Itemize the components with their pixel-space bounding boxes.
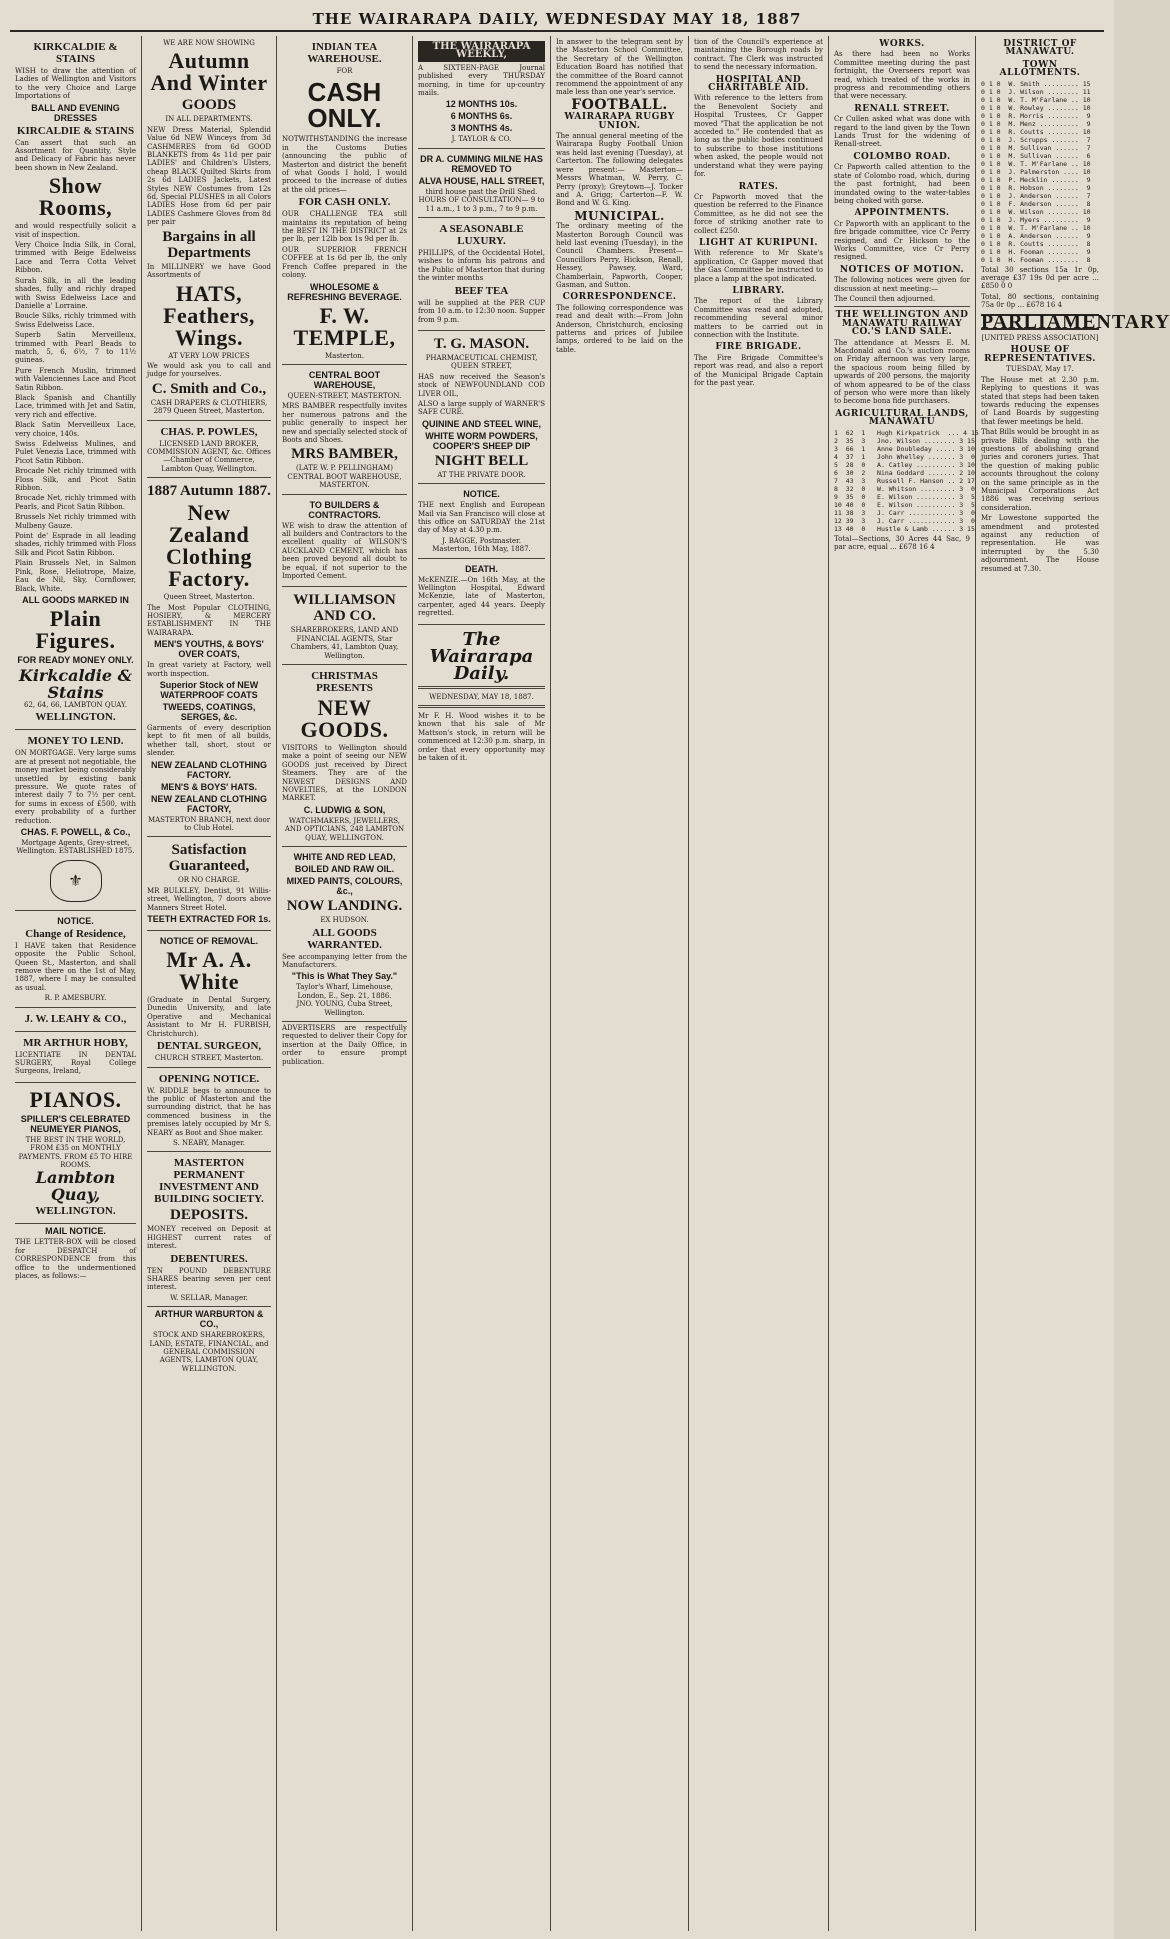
works-text: As there had been no Works Committee meeting during the past fortnight, the Overseers report was read, which treated of the works in progress and recommending others that were necessary. (834, 50, 970, 101)
railway-head: THE WELLINGTON AND MANAWATU RAILWAY CO.'S LAND SALE. (835, 310, 969, 338)
appointments-head: APPOINTMENTS. (854, 208, 950, 219)
council-adjourned: The Council then adjourned. (834, 294, 936, 303)
hoby-name: MR ARTHUR HOBY, (23, 1036, 128, 1049)
riddle-text: W. RIDDLE begs to announce to the public of Masterton and the surrounding district, that he has commenced business in the premises lately occupied by Mr S. NEARY as Boot and Shoe maker. (147, 1086, 271, 1137)
allot-row: 0 1 0 H. Fooman ........ 8 (981, 255, 1091, 264)
warburton-sub: STOCK AND SHAREBROKERS, LAND, ESTATE, FINANCIAL, and GENERAL COMMISSION AGENTS, LAMBTON QUAY, WELLINGTON. (149, 1331, 269, 1373)
leahy-name: J. W. LEAHY & CO., (24, 1012, 127, 1025)
bamber-late: (LATE W. P. PELLINGHAM) CENTRAL BOOT WAREHOUSE, MASTERTON. (287, 464, 402, 490)
warburton-name: ARTHUR WARBURTON & CO., (154, 1309, 264, 1330)
williamson-sub: SHAREBROKERS, LAND AND FINANCIAL AGENTS, Star Chambers, 41, Lambton Quay, Wellington. (290, 626, 399, 660)
works-head: WORKS. (879, 39, 925, 49)
building-society-ad (147, 1152, 271, 1307)
allot-row: 0 1 0 M. Sullivan ...... 7 (981, 143, 1091, 152)
masthead-rule-left (10, 12, 14, 27)
powles-name: CHAS. P. POWLES, (160, 425, 258, 438)
piano-prices: FROM £35 on MONTHLY PAYMENTS. FROM £5 TO HIRE ROOMS. (18, 1144, 133, 1170)
removal: NOTICE OF REMOVAL. (159, 936, 259, 947)
item-1: Surah Silk, in all the leading shades, fully and richly draped with Swiss Edelweiss Lace and Danielle a' Lorraine. (15, 276, 136, 310)
allot-row: 0 1 0 F. Anderson ...... 8 (981, 199, 1091, 208)
warburton-ad (147, 1309, 271, 1373)
hospital-text: With reference to the letters from the Benevolent Society and Hospital Trustees, Cr Gapper moved "That the application be not acceded to." He contended that as long as the public bodies continued to subscribe to those institutions when asked, the people would not understand what they were paying for. (694, 94, 823, 179)
masthead-title: THE WAIRARAPA DAILY, WEDNESDAY MAY 18, 1887 (312, 10, 802, 28)
taylors: Taylor's Wharf, Limehouse, London, E., Sep. 21, 1886. (296, 983, 393, 1000)
library-head: LIBRARY. (732, 285, 785, 296)
deposits-text: MONEY received on Deposit at HIGHEST current rates of interest. (147, 1225, 271, 1251)
best-world: THE BEST IN THE WORLD, (25, 1135, 126, 1144)
plain-figures: Plain Figures. (35, 605, 116, 653)
correspondence-head: CORRESPONDENCE. (562, 292, 677, 303)
allot-row: 0 1 0 W. T. M'Farlane .. 10 (981, 223, 1091, 232)
powell-sub: Mortgage Agents, Grey-street, Wellington. ESTABLISHED 1875. (16, 838, 135, 856)
editorial (418, 628, 545, 763)
advertisers-text: ADVERTISERS are respectfully requested to deliver their Copy for insertion at the Daily Office, in order to ensure prompt publication. (282, 1023, 407, 1066)
williamson-name: WILLIAMSON AND CO. (293, 592, 396, 625)
allot-row: 0 1 0 J. Anderson ...... 7 (981, 191, 1091, 200)
low-prices: AT VERY LOW PRICES (168, 351, 250, 360)
powell-name: CHAS. F. POWELL, & Co., (20, 826, 131, 837)
permanent: MASTERTON PERMANENT INVESTMENT AND BUILDING SOCIETY. (154, 1157, 264, 1206)
kirk-heading-2: KIRCALDIE & STAINS (16, 124, 135, 137)
lambton-quay: Lambton Quay, (35, 1168, 116, 1205)
satisfaction: Satisfaction Guaranteed, (168, 842, 250, 875)
item-5: Black Spanish and Chantilly Lace, trimmed with Jet and Satin, very rich and effective. (15, 393, 136, 419)
mens-boys: MEN'S & BOYS' HATS. (160, 781, 258, 792)
item-9: Brocade Net, richly trimmed with Pearls, and Picot Satin Ribbon. (15, 494, 136, 511)
residence-ad (15, 911, 136, 1008)
lot-row: 9 35 0 E. Wilson .......... 3 5 (834, 492, 975, 501)
motion-head: NOTICES OF MOTION. (839, 264, 965, 275)
allot-row: 0 1 0 H. Fooman ........ 9 (981, 247, 1091, 256)
paper-name: The Wairarapa Daily. (429, 628, 534, 684)
new-goods: NEW GOODS. (300, 695, 389, 743)
wholesome: WHOLESOME & REFRESHING BEVERAGE. (287, 281, 402, 302)
months-12: 12 MONTHS 10s. (445, 99, 518, 110)
challenge: OUR CHALLENGE TEA still maintains its reputation of being the BEST IN THE DISTRICT at 2s per lb, per 12lb box 1s 9d per lb. (282, 210, 407, 244)
or-no-charge: OR NO CHARGE. (177, 876, 241, 885)
kirk-confident: Can assert that such an Assortment for Quantity, Style and Delicacy of Fabric has never been shown in New Zealand. (15, 138, 136, 172)
item-0: Very Choice India Silk, in Coral, trimmed with Beige Edelweiss Lace and Terra Cotta Velvet Ribbon. (15, 241, 136, 275)
tea-ad (282, 36, 407, 365)
temple-name: F. W. TEMPLE, (293, 302, 396, 350)
coffee: OUR SUPERIOR FRENCH COFFEE at 1s 6d per lb, the only French Coffee prepared in the colony. (282, 245, 407, 280)
lot-row: 2 35 3 Jno. Wilson ........ 3 15 (834, 436, 975, 445)
cough: WHITE WORM POWDERS, COOPER'S SHEEP DIP (425, 430, 538, 451)
white-red: WHITE AND RED LEAD, (293, 852, 396, 863)
parl-body: That Bills would be brought in as private Bills dealing with the questions of abolishing grand juries and coroners juries. That the question of making public accounts throughout the colony on the same principle as in the Municipal Corporations Act 1886 was receiving serious consideration. (981, 428, 1099, 512)
branch: MASTERTON BRANCH, next door to Club Hotel. (147, 815, 271, 833)
appointments-text: Cr Papworth with an applicant to the fire brigade committee, vice Cr Perry resigned, and Cr Hickson to the Works Committee, vice Cr Perry resigned. (834, 219, 970, 262)
seasonable: A SEASONABLE LUXURY. (439, 223, 524, 248)
ex-hudson: EX HUDSON. (320, 916, 369, 925)
indian-tea: INDIAN TEA WAREHOUSE. (307, 41, 382, 65)
powles-sub: LICENSED LAND BROKER, COMMISSION AGENT, &c. Offices—Chamber of Commerce, Lambton Quay, Wellington. (147, 439, 271, 473)
white-ad (147, 931, 271, 1067)
autumn-winter: Autumn And Winter (150, 48, 268, 96)
see-letter: See accompanying letter from the Manufacturers. (282, 952, 407, 969)
parliamentary-head: PARLIAMENTARY (981, 310, 1170, 333)
kirk-address: 62, 64, 66, LAMBTON QUAY. (24, 700, 127, 709)
rates-text: Cr Papworth moved that the question be referred to the Finance Committee, as he did not see the force of striking another rate to collect £250. (694, 192, 823, 235)
municipal-text: The ordinary meeting of the Masterton Borough Council was held last evening (Tuesday), in the Council Chambers. Present—Councillors Perry, Hickson, Renall, Hessey, Pawsey, Ward, Chamberlain, Papworth, Cooper, Gasman, and Sutton. (556, 222, 683, 289)
light-head: LIGHT AT KURIPUNI. (698, 237, 819, 248)
opening-notice: OPENING NOTICE. (158, 1072, 260, 1085)
allot-row: 0 1 0 W. Smith ......... 15 (981, 79, 1091, 88)
kirk-intro: WISH to draw the attention of Ladies of Wellington and Visitors to the very Choice and Large Importations of (15, 67, 136, 101)
showing: WE ARE NOW SHOWING (163, 39, 255, 47)
hoby-text: LICENTIATE IN DENTAL SURGERY, Royal College Surgeons, Ireland, (15, 1050, 136, 1076)
item-6: Black Satin Merveilleux Lace, very choice, 140s. (15, 421, 136, 438)
boot-loc: QUEEN-STREET, MASTERTON. (287, 391, 402, 400)
bellar: W. SELLAR, Manager. (170, 1293, 248, 1302)
allot-total-2: Total, 80 sections, containing 75a 0r 0p ... £678 16 4 (981, 292, 1099, 310)
weekly-ad (418, 36, 545, 149)
ludwig-ad (282, 665, 407, 847)
goods: GOODS (181, 97, 237, 114)
lot-row: 1 62 1 Hugh Kirkpatrick ... 4 15 (834, 428, 979, 437)
allot-row: 0 1 0 W. T. M'Farlane .. 10 (981, 95, 1091, 104)
boys-coats: MEN'S YOUTHS, & BOYS' OVER COATS, (154, 639, 264, 660)
item-2: Boucle Silks, richly trimmed with Swiss Edelweiss Lace. (15, 312, 136, 329)
alva: ALVA HOUSE, HALL STREET, (418, 175, 545, 186)
press-assoc: [UNITED PRESS ASSOCIATION] (981, 334, 1099, 343)
column-7 (829, 36, 979, 1931)
divider-2 (418, 705, 545, 708)
change-residence: Change of Residence, (25, 927, 126, 940)
allot-row: 0 1 0 J. Palmerston .... 10 (981, 167, 1091, 176)
allot-row: 0 1 0 W. T. M'Farlane .. 10 (981, 159, 1091, 168)
new-goods-text: VISITORS to Wellington should make a point of seeing our NEW GOODS just received by Direct Steamers. They are of the NEWEST DESIGNS AND NOVELTIES, at the LONDON MARKET. (282, 744, 407, 803)
leahy-ad (15, 1008, 136, 1032)
weekly-sub: A SIXTEEN-PAGE Journal published every THURSDAY morning, in time for up-country mails. (418, 63, 545, 98)
tuesday: TUESDAY, May 17. (1006, 365, 1074, 374)
factory-2: NEW ZEALAND CLOTHING FACTORY. (151, 759, 267, 780)
lot-row: 8 32 0 W. Whitson ......... 3 0 (834, 484, 975, 493)
mail-text: THE LETTER-BOX will be closed for DESPATCH of CORRESPONDENCE from this office to the undermentioned places, as follows:— (15, 1238, 136, 1281)
house-text: The House met at 2.30 p.m. Replying to questions it was stated that steps had been taken towards reducing the expenses of Land Boards by suggesting that fewer meetings be held. (981, 375, 1099, 426)
beef-price: will be supplied at the PER CUP from 10 a.m. to 12:30 noon. Supper from 9 p.m. (418, 298, 545, 324)
months-6: 6 MONTHS 6s. (450, 111, 513, 122)
smith-sub: CASH DRAPERS & CLOTHIERS, 2879 Queen Street, Masterton. (150, 398, 268, 416)
allot-row: 0 1 0 M. Menz .......... 9 (981, 119, 1091, 128)
third-house: third house past the Drill Shed. (425, 187, 538, 196)
kirk-ball: BALL AND EVENING DRESSES (31, 102, 120, 123)
column-1 (10, 36, 142, 1931)
show-rooms: Show Rooms, (38, 173, 113, 221)
lot-row: 7 43 3 Russell F. Hanson .. 2 17 (834, 476, 975, 485)
football-sub: WAIRARAPA RUGBY UNION. (564, 112, 675, 131)
bargains: Bargains in all Departments (162, 228, 256, 261)
boot-warehouse: CENTRAL BOOT WAREHOUSE, (308, 369, 381, 390)
cash-only: CASH ONLY. (307, 77, 382, 134)
allot-row: 0 1 0 R. Hobson ........ 9 (981, 183, 1091, 192)
death-title: DEATH. (465, 563, 498, 574)
this-is: "This is What They Say." (291, 971, 398, 982)
milne-ad (418, 149, 545, 218)
pianos-title: PIANOS. (29, 1086, 122, 1112)
popular: The Most Popular CLOTHING, HOSIERY, & MERCERY ESTABLISHMENT IN THE WAIRARAPA. (147, 603, 271, 637)
beef-tea-ad (418, 218, 545, 331)
item-7: Swiss Edelweiss Mulines, and Pulet Venezia Lace, trimmed with Picot Satin Ribbon. (15, 440, 136, 465)
dental: DENTAL SURGEON, (156, 1040, 262, 1053)
kirkcaldie-ad (15, 36, 136, 730)
kirk-script: Kirkcaldie & Stains (18, 665, 133, 702)
factory-note: In great variety at Factory, well worth inspection. (147, 661, 271, 678)
for-label: FOR (336, 67, 353, 75)
queen-st: Queen Street, Masterton. (163, 593, 255, 602)
municipal-head: MUNICIPAL. (574, 208, 665, 223)
football-head: FOOTBALL. (571, 96, 668, 113)
new-tweeds: TWEEDS, COATINGS, SERGES, &c. (162, 702, 256, 722)
opening-text: In answer to the telegram sent by the Masterton School Committee, the Secretary of the Wellington Education Board has notified that the committee of the Board cannot recommend the appointment of any male less than one year's service. (556, 38, 683, 97)
notice-text: THE next English and European Mail via San Francisco will close at this office on SATURDAY the 21st day of May at 4.30 p.m. (418, 501, 545, 535)
weekly-addr: J. TAYLOR & CO. (451, 135, 512, 144)
lot-row: 10 40 0 E. Wilson .......... 3 5 (834, 500, 975, 509)
bulkley-text: MR BULKLEY, Dentist, 91 Willis-street, Wellington, 7 doors above Manners Street Hotel. (147, 886, 271, 912)
waterproof: Superior Stock of NEW WATERPROOF COATS (159, 680, 259, 700)
lot-row: 11 38 3 J. Carr ............ 3 0 (834, 508, 975, 517)
allot-row: 0 1 0 J. Myers ......... 9 (981, 215, 1091, 224)
divider (418, 686, 545, 689)
goods-list: NEW Dress Material, Splendid Value 6d NEW Winceys from 3d CASHMERES from 6d GOOD BLANKETS from 4s 11d per pair LADIES' and Children's Ulsters, cheap BLACK Quilted Skirts from 2s 6d LADIES Jackets, Latest Styles NEW Costumes from 12s 6d, Special PLUSHES in all Colors LADIES Hose from 6d per pair LADIES Cashmere Gloves from 8d per pair (147, 125, 271, 227)
lot-row: 3 66 1 Anne Doubleday ..... 3 10 (834, 444, 975, 453)
money-lend-title: MONEY TO LEND. (27, 735, 124, 748)
fire-text: The Fire Brigade Committee's report was read, and also a report of the Municipal Brigade Captain for the past year. (694, 353, 823, 388)
agri-head: AGRICULTURAL LANDS, MANAWATU (835, 408, 969, 428)
now-landing: NOW LANDING. (286, 898, 403, 915)
allot-row: 0 1 0 R. Coutts ........ 8 (981, 239, 1091, 248)
factory-3: NEW ZEALAND CLOTHING FACTORY, (151, 793, 267, 814)
all-goods: ALL GOODS WARRANTED. (307, 926, 382, 951)
parl-closing: Mr Lowestone supported the amendment and protested against any reduction of representation. He was interrupted by the 5.30 adjournment. The House resumed at 7.30. (981, 514, 1099, 573)
clothing-dept: Garments of every description kept to fit men of all builds, whether tall, short, stout or slender. (147, 724, 271, 758)
bamber-text: MRS BAMBER respectfully invites her numerous patrons and the public generally to inspect her new and specially selected stock of Boots and Shoes. (282, 402, 407, 444)
colombo-head: COLOMBO ROAD. (853, 151, 951, 162)
renall-text: Cr Cullen asked what was done with regard to the land given by the Town Lands Trust for the widening of Renall-street. (834, 115, 970, 149)
kirk-wellington: WELLINGTON. (35, 711, 116, 724)
columns (10, 36, 1170, 1931)
date-line: WEDNESDAY, MAY 18, 1887. (429, 692, 534, 701)
bulkley-ad (147, 837, 271, 931)
neaby: S. NEABY, Manager. (173, 1138, 245, 1147)
railway-text: The attendance at Messrs E. M. Macdonald and Co.'s auction rooms on Friday afternoon was very large, the spacious room being filled by upwards of 200 persons, the majority of whom appeared to be of the class of person who were more than likely to become bona fide purchasers. (834, 338, 970, 406)
allot-row: 0 1 0 P. Mecklin ....... 9 (981, 175, 1091, 184)
item-3: Superb Satin Merveilleux, trimmed with Pearl Beads to match, 5, 6, 6½, 7 to 11½ guineas. (15, 331, 136, 365)
leader-text: Mr F. H. Wood wishes it to be known that his sale of Mr Mattson's stock, in return will be commenced at 12:30 p.m. sharp, in order that every opportunity may be taken of it. (418, 712, 545, 763)
ludwig-sub: WATCHMAKERS, JEWELLERS, AND OPTICIANS, 248 LAMBTON QUAY, WELLINGTON. (284, 816, 405, 842)
rates-head: RATES. (738, 181, 779, 192)
hats: HATS, Feathers, Wings. (163, 280, 255, 350)
white-name: Mr A. A. White (166, 947, 252, 995)
christmas: CHRISTMAS PRESENTS (311, 670, 378, 695)
church: CHURCH STREET, Masterton. (154, 1054, 264, 1063)
item-11: Point de' Esprade in all leading shades, richly trimmed with Floss Silk and Picot Satin Ribbon. (15, 532, 136, 557)
lot-row: 5 28 0 A. Catley .......... 3 10 (834, 460, 975, 469)
teeth: TEETH EXTRACTED FOR 1s. (147, 914, 271, 925)
hoby-ad (15, 1032, 136, 1083)
mail-notice-ad (15, 1226, 136, 1280)
football-text: The annual general meeting of the Wairarapa Rugby Football Union was held last evening (Tuesday), at Carterton. The following delegates were present:— Masterton—Messrs Whatman, W. Perry, C. Perry (proxy); Greytown—J. Tocker and A. Grigg; Carterton—F. W. Bond and W. G. King. (556, 132, 683, 208)
nz-clothing-ad (147, 478, 271, 837)
column-8 (976, 36, 1170, 1931)
house-head: HOUSE OF REPRESENTATIVES. (984, 345, 1096, 364)
district-head: DISTRICT OF MANAWATU. (1003, 39, 1077, 58)
death-text: McKENZIE.—On 16th May, at the Wellington Hospital, Edward McKenzie, late of Masterton, carpenter, aged 44 years. Deeply regretted. (418, 575, 545, 618)
wellington-2: WELLINGTON. (35, 1205, 116, 1218)
warner: ALSO a large supply of WARNER'S SAFE CURE. (418, 399, 545, 417)
for-cash: FOR CASH ONLY. (298, 196, 391, 209)
builders-ad (282, 495, 407, 588)
money-lend-ad (15, 730, 136, 910)
allot-row: 0 1 0 R. Morris ........ 9 (981, 111, 1091, 120)
bagge: J. BAGGE, Postmaster. (442, 536, 521, 545)
mail-notice: MAIL NOTICE. (45, 1226, 106, 1237)
young-name: JNO. YOUNG, Cuba Street, Wellington. (296, 1000, 393, 1017)
deposits: DEPOSITS. (170, 1207, 248, 1224)
column-2 (142, 36, 277, 1931)
powles-ad (147, 421, 271, 479)
library-text: The report of the Library Committee was read and adopted, recommending several minor matters to be carried out in connection with the Institute. (694, 297, 823, 339)
allot-total: Total 30 sections 15a 1r 0p, average £37 19s 0d per acre ... £850 0 0 (981, 265, 1099, 291)
column-4 (413, 36, 551, 1931)
white-sub: (Graduate in Dental Surgery, Dunedin University, and late Operative and Mechanical Assistant to Mr H. FURBISH, Christchurch). (147, 996, 271, 1038)
mason-name: T. G. MASON. (433, 335, 530, 352)
allot-row: 0 1 0 M. Sullivan ...... 6 (981, 151, 1091, 160)
temple-loc: Masterton. (325, 351, 364, 360)
boot-ad (282, 365, 407, 495)
builders-text: WE wish to draw the attention of all builders and Contractors to the excellent quality of WILSON'S AUCKLAND CEMENT, which has been proved beyond all doubt to be equal, if not superior to the Imported Cement. (282, 521, 407, 580)
item-4: Pure French Muslin, trimmed with Valenciennes Lace and Picot Satin Ribbon. (15, 366, 136, 392)
lot-row: 4 37 1 John Whelley ....... 3 0 (834, 452, 975, 461)
piano-ad (15, 1083, 136, 1225)
item-8: Brocade Net richly trimmed with Floss Silk, and Picot Satin Ribbon. (15, 467, 136, 493)
hours: HOURS OF CONSULTATION— 9 to 11 a.m., 1 to 3 p.m., 7 to 9 p.m. (418, 196, 545, 213)
light-text: With reference to Mr Skate's application, Cr Gapper moved that the Gas Committee be instructed to place a lamp at the spot indicated. (694, 249, 823, 283)
masthead-rule-right (1100, 12, 1104, 27)
allot-row: 0 1 0 W. Wilson ........ 10 (981, 207, 1091, 216)
sell-cash: We would ask you to call and judge for yourselves. (147, 361, 271, 379)
lot-row: 6 30 2 Nina Goddard ....... 2 10 (834, 468, 975, 477)
beef-tea: BEEF TEA (454, 284, 509, 297)
williamson-ad (282, 587, 407, 665)
change-text: I HAVE taken that Residence opposite the Public School, Queen St., Masterton, and shall remove there on the 1st of May, 1887, where I may be consulted as usual. (15, 941, 136, 992)
nz-clothing: New Zealand Clothing Factory. (166, 500, 252, 592)
debentures: DEBENTURES. (170, 1252, 248, 1265)
months-3: 3 MONTHS 4s. (450, 123, 513, 134)
mixed: MIXED PAINTS, COLOURS, &c., (286, 876, 403, 897)
pharmacist: PHARMACEUTICAL CHEMIST, QUEEN STREET, (425, 353, 538, 371)
kirk-heading: KIRKCALDIE & STAINS (33, 41, 118, 65)
correspondence-text: The following correspondence was read and dealt with:—From John Anderson, Christchurch, enclosing patterns and prices of Jubilee lamps, ordered to be laid on the table. (556, 303, 683, 354)
column-3 (277, 36, 413, 1931)
hospital-head: HOSPITAL AND CHARITABLE AID. (708, 74, 809, 94)
smith-name: C. Smith and Co., (151, 380, 267, 397)
allot-row: 0 1 0 R. Coutts ........ 10 (981, 127, 1091, 136)
col6-opening: tion of the Council's experience at maintaining the Borough roads by contract. The Clerk was instructed to send the necessary information. (694, 38, 823, 72)
town-allot-head: TOWN ALLOTMENTS. (999, 59, 1081, 79)
phillips: PHILLIPS, of the Occidental Hotel, wishes to inform his patrons and the Public of Masterton that during the winter months (418, 249, 545, 283)
all-depts: IN ALL DEPARTMENTS. (165, 115, 253, 124)
private-door: AT THE PRIVATE DOOR. (437, 470, 526, 479)
boiled: BOILED AND RAW OIL. (294, 864, 395, 875)
marked: ALL GOODS MARKED IN (22, 594, 129, 605)
ten-pound: TEN POUND DEBENTURE SHARES bearing seven per cent interest. (147, 1266, 271, 1292)
ready-money: FOR READY MONEY ONLY. (17, 654, 134, 665)
column-6 (689, 36, 829, 1931)
allot-row: 0 1 0 A. Anderson ...... 9 (981, 231, 1091, 240)
divider-3 (834, 306, 970, 307)
mason-ad (418, 331, 545, 484)
allot-row: 0 1 0 W. Rowley ........ 10 (981, 103, 1091, 112)
autumn-1887: 1887 Autumn 1887. (147, 483, 271, 500)
notice-title: NOTICE. (57, 915, 94, 926)
night-bell: NIGHT BELL (434, 452, 529, 469)
allot-row: 0 1 0 J. Scrupps ....... 7 (981, 135, 1091, 144)
riddle-ad (147, 1068, 271, 1153)
mail-ad (418, 484, 545, 558)
item-12: Plain Brussels Net, in Salmon Pink, Rose, Heliotrope, Maize, Eau de Nil, Sky, Cornflower, Black, White. (15, 559, 136, 593)
smith-ad (147, 36, 271, 421)
money-lend-text: ON MORTGAGE. Very large sums are at present not negotiable, the money market being considerably unsettled by existing bank pressure. We quote rates of interest daily 7 to 7½ per cent. for sums in excess of £500, with every probability of a further reduction. (15, 749, 136, 825)
total-line: Total—Sections, 30 Acres 44 Sac, 9 par acre, equal ... £678 16 4 (834, 534, 970, 552)
column-5 (551, 36, 689, 1931)
lot-row: 13 40 0 Hustle & Lamb ...... 3 15 (834, 524, 975, 533)
notice-label: NOTICE. (463, 489, 500, 500)
fire-head: FIRE BRIGADE. (715, 342, 802, 353)
spiller: SPILLER'S CELEBRATED NEUMEYER PIANOS, (20, 1113, 131, 1134)
item-10: Brussels Net richly trimmed with Mulbeny Gauze. (15, 513, 136, 530)
death-notice (418, 559, 545, 625)
builders-title: TO BUILDERS & CONTRACTORS. (308, 499, 381, 520)
ludwig-name: C. LUDWIG & SON, (303, 804, 386, 815)
motion-text: The following notices were given for discussion at next meeting:— (834, 276, 970, 293)
young-ad (282, 847, 407, 1022)
mast-date: Masterton, 16th May, 1887. (432, 545, 531, 554)
weekly-title: THE WAIRARAPA WEEKLY, (418, 41, 545, 62)
cumming: DR A. CUMMING MILNE HAS REMOVED TO (420, 153, 543, 174)
show-rooms-sub: and would respectfully solicit a visit of inspection. (15, 222, 136, 239)
renall-head: RENALL STREET. (854, 103, 950, 114)
cod-liver: HAS now received the Season's stock of NEWFOUNDLAND COD LIVER OIL, (418, 372, 545, 398)
crest-icon: ⚜ (50, 860, 102, 902)
allot-row: 0 1 0 J. Wilson ........ 11 (981, 87, 1091, 96)
masthead (10, 8, 1104, 32)
quinine: QUININE AND STEEL WINE, (421, 418, 541, 429)
mrs-bamber: MRS BAMBER, (291, 446, 398, 463)
lot-row: 12 39 3 J. Carr ............ 3 0 (834, 516, 975, 525)
notwithstanding: NOTWITHSTANDING the increase in the Customs Duties (announcing the public of Masterton and district the benefit of what Goods I hold, I would proceed to the increase of duties at the old prices— (282, 135, 407, 194)
amesbury: R. P. AMESBURY. (44, 994, 107, 1003)
colombo-text: Cr Papworth called attention to the state of Colombo road, which, during the past fortnight, had been inundated owing to the water-tables being choked with gorse. (834, 163, 970, 205)
advertisers-note (282, 1024, 407, 1066)
millinery: In MILLINERY we have Good Assortments of (147, 262, 271, 280)
